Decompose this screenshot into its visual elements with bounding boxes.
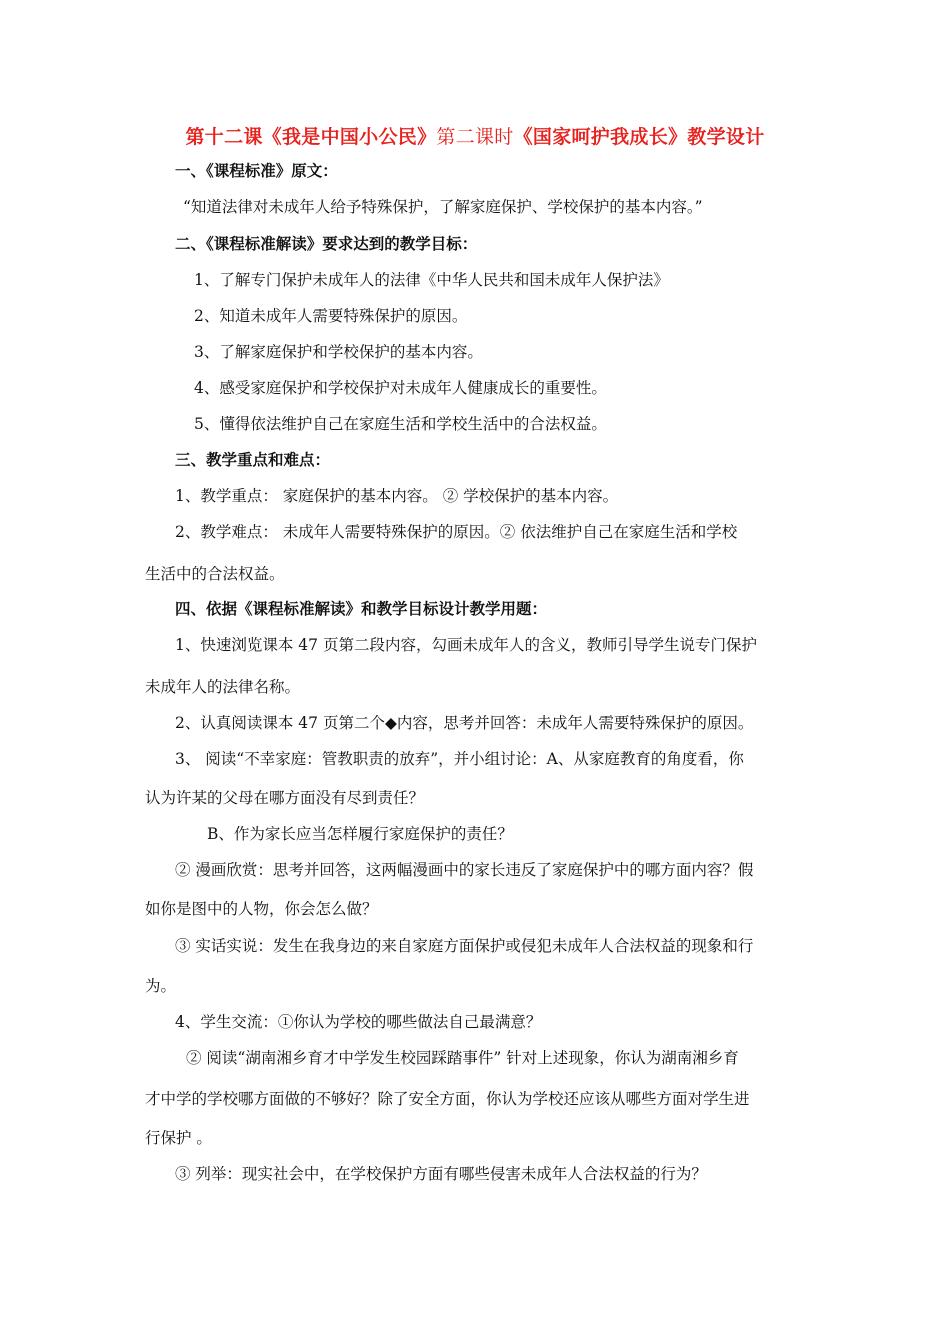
task-line: ② 漫画欣赏：思考并回答，这两幅漫画中的家长违反了家庭保护中的哪方面内容？假	[175, 861, 754, 879]
goal-item: 2、知道未成年人需要特殊保护的原因。	[194, 307, 468, 325]
difficult-point-cont: 生活中的合法权益。	[145, 565, 285, 583]
section-1-heading: 一、《课程标准》原文：	[175, 161, 338, 180]
goal-item: 4、感受家庭保护和学校保护对未成年人健康成长的重要性。	[194, 379, 607, 397]
goal-item: 1、了解专门保护未成年人的法律《中华人民共和国未成年人保护法》	[194, 271, 669, 289]
task-line: 1、快速浏览课本 47 页第二段内容，勾画未成年人的含义，教师引导学生说专门保护	[175, 636, 757, 654]
task-line: ③ 实话实说：发生在我身边的来自家庭方面保护或侵犯未成年人合法权益的现象和行	[175, 937, 754, 955]
task-line: B、作为家长应当怎样履行家庭保护的责任？	[207, 825, 513, 843]
task-line: ② 阅读“湖南湘乡育才中学发生校园踩踏事件” 针对上述现象，你认为湖南湘乡育	[186, 1049, 739, 1067]
task-line: 2、认真阅读课本 47 页第二个◆内容，思考并回答：未成年人需要特殊保护的原因。	[175, 714, 754, 732]
document-title	[0, 122, 950, 149]
key-point: 1、教学重点： 家庭保护的基本内容。 ② 学校保护的基本内容。	[175, 487, 619, 505]
task-line: 认为许某的父母在哪方面没有尽到责任？	[145, 789, 425, 807]
section-4-heading: 四、依据《课程标准解读》和教学目标设计教学用题：	[175, 599, 548, 618]
title-part-3: 《国家呵护我成长》教学设计	[513, 126, 765, 148]
section-1-text: “知道法律对未成年人给予特殊保护，了解家庭保护、学校保护的基本内容。”	[183, 198, 703, 216]
task-line: 未成年人的法律名称。	[145, 678, 301, 696]
section-3-heading: 三、教学重点和难点：	[175, 450, 331, 469]
goal-item: 5、懂得依法维护自己在家庭生活和学校生活中的合法权益。	[194, 415, 607, 433]
task-line: 4、学生交流：①你认为学校的哪些做法自己最满意？	[175, 1013, 542, 1031]
title-part-1: 第十二课《我是中国小公民》	[185, 126, 437, 148]
title-part-2: 第二课时	[436, 126, 514, 148]
task-line: 如你是图中的人物，你会怎么做？	[145, 900, 378, 918]
task-line: 为。	[145, 977, 177, 995]
task-line: 才中学的学校哪方面做的不够好？除了安全方面，你认为学校还应该从哪些方面对学生进	[145, 1090, 750, 1108]
section-2-heading: 二、《课程标准解读》要求达到的教学目标：	[175, 234, 478, 253]
task-line: 3、 阅读“不幸家庭：管教职责的放弃”，并小组讨论：A、从家庭教育的角度看，你	[175, 750, 744, 768]
task-line: 行保护 。	[145, 1129, 212, 1147]
task-line: ③ 列举：现实社会中，在学校保护方面有哪些侵害未成年人合法权益的行为？	[175, 1165, 707, 1183]
difficult-point: 2、教学难点： 未成年人需要特殊保护的原因。② 依法维护自己在家庭生活和学校	[175, 523, 738, 541]
goal-item: 3、了解家庭保护和学校保护的基本内容。	[194, 343, 483, 361]
